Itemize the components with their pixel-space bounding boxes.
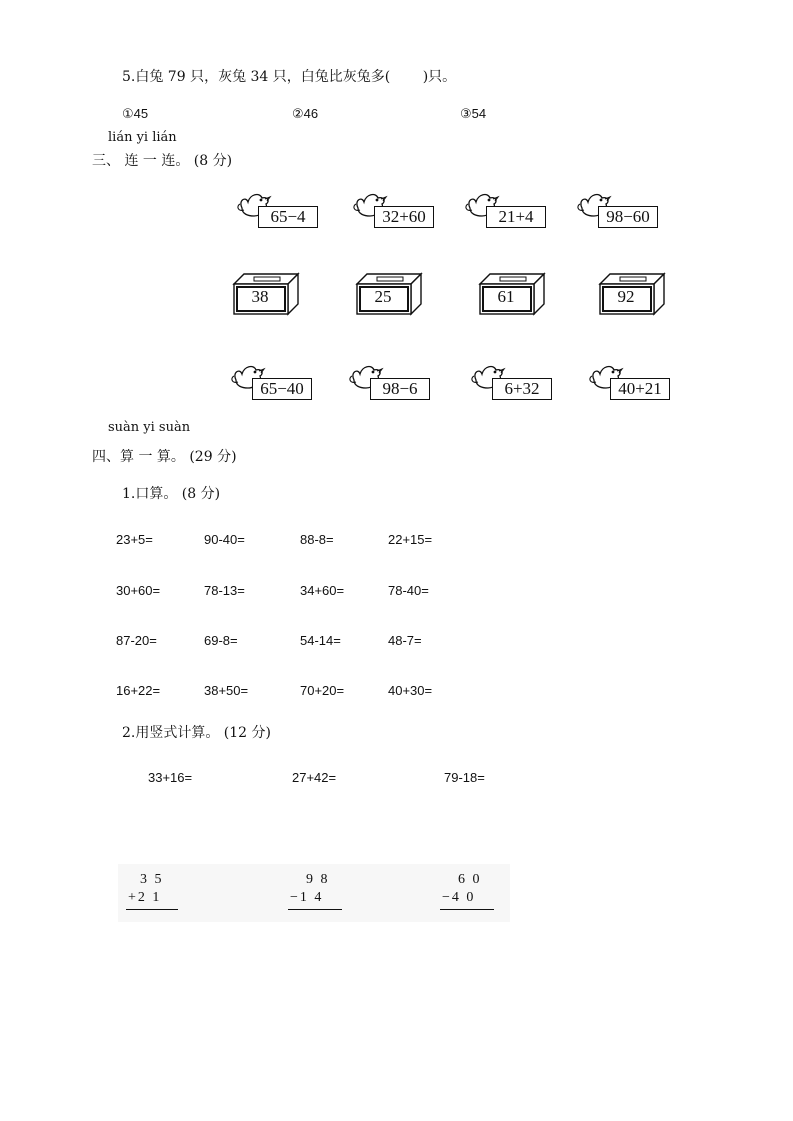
q5-stem: 5.白兔 79 只，灰兔 34 只，白兔比灰兔多( )只。 bbox=[122, 69, 457, 85]
oral-item: 69-8= bbox=[204, 633, 238, 648]
number-box[interactable] bbox=[596, 272, 670, 316]
expression-card: 98−6 bbox=[370, 378, 430, 400]
oral-item: 22+15= bbox=[388, 532, 433, 547]
expression-card: 40+21 bbox=[610, 378, 670, 400]
bird-card[interactable] bbox=[586, 362, 676, 406]
oral-item: 87-20= bbox=[116, 633, 157, 648]
example-bottom: −1 4 bbox=[290, 890, 324, 905]
oral-item: 70+20= bbox=[300, 683, 345, 698]
expression-card: 65−40 bbox=[252, 378, 312, 400]
section3-pinyin: lián yi lián bbox=[108, 130, 177, 145]
vertical-example bbox=[288, 872, 344, 916]
section4-pinyin: suàn yi suàn bbox=[108, 420, 191, 435]
bird-card[interactable] bbox=[234, 190, 324, 234]
vertical-problem: 33+16= bbox=[148, 770, 193, 785]
q5-option-3: ③54 bbox=[460, 106, 487, 121]
example-rule bbox=[126, 909, 178, 910]
number-box[interactable] bbox=[353, 272, 427, 316]
expression-card: 98−60 bbox=[598, 206, 658, 228]
bird-card[interactable] bbox=[346, 362, 436, 406]
oral-item: 54-14= bbox=[300, 633, 341, 648]
expression-card: 65−4 bbox=[258, 206, 318, 228]
example-bottom: +2 1 bbox=[128, 890, 162, 905]
oral-item: 38+50= bbox=[204, 683, 249, 698]
example-rule bbox=[440, 909, 494, 910]
expression-card: 32+60 bbox=[374, 206, 434, 228]
bird-card[interactable] bbox=[468, 362, 558, 406]
q5-option-2: ②46 bbox=[292, 106, 319, 121]
expression-card: 6+32 bbox=[492, 378, 552, 400]
example-bottom: −4 0 bbox=[442, 890, 476, 905]
bird-card[interactable] bbox=[228, 362, 318, 406]
oral-item: 40+30= bbox=[388, 683, 433, 698]
expression-card: 21+4 bbox=[486, 206, 546, 228]
oral-item: 88-8= bbox=[300, 532, 334, 547]
oral-item: 78-13= bbox=[204, 583, 245, 598]
oral-item: 23+5= bbox=[116, 532, 153, 547]
box-number: 61 bbox=[497, 287, 515, 306]
oral-item: 34+60= bbox=[300, 583, 345, 598]
bird-card[interactable] bbox=[574, 190, 664, 234]
bird-card[interactable] bbox=[350, 190, 440, 234]
example-top: 3 5 bbox=[140, 872, 164, 887]
example-top: 6 0 bbox=[458, 872, 482, 887]
box-number: 25 bbox=[374, 287, 392, 306]
box-number: 92 bbox=[617, 287, 635, 306]
section4-title: 四、算 一 算。 (29 分) bbox=[92, 449, 237, 465]
vertical-calc-title: 2.用竖式计算。 (12 分) bbox=[122, 725, 271, 741]
example-top: 9 8 bbox=[306, 872, 330, 887]
number-box[interactable] bbox=[476, 272, 550, 316]
vertical-example bbox=[440, 872, 496, 916]
q5-option-1: ①45 bbox=[122, 106, 149, 121]
bird-card[interactable] bbox=[462, 190, 552, 234]
oral-item: 90-40= bbox=[204, 532, 245, 547]
oral-item: 30+60= bbox=[116, 583, 161, 598]
vertical-problem: 79-18= bbox=[444, 770, 485, 785]
oral-item: 16+22= bbox=[116, 683, 161, 698]
oral-calc-title: 1.口算。 (8 分) bbox=[122, 486, 221, 502]
vertical-problem: 27+42= bbox=[292, 770, 337, 785]
section3-title: 三、 连 一 连。 (8 分) bbox=[92, 153, 233, 169]
oral-item: 78-40= bbox=[388, 583, 429, 598]
box-number: 38 bbox=[251, 287, 269, 306]
oral-item: 48-7= bbox=[388, 633, 422, 648]
example-rule bbox=[288, 909, 342, 910]
vertical-example bbox=[126, 872, 182, 916]
number-box[interactable] bbox=[230, 272, 304, 316]
